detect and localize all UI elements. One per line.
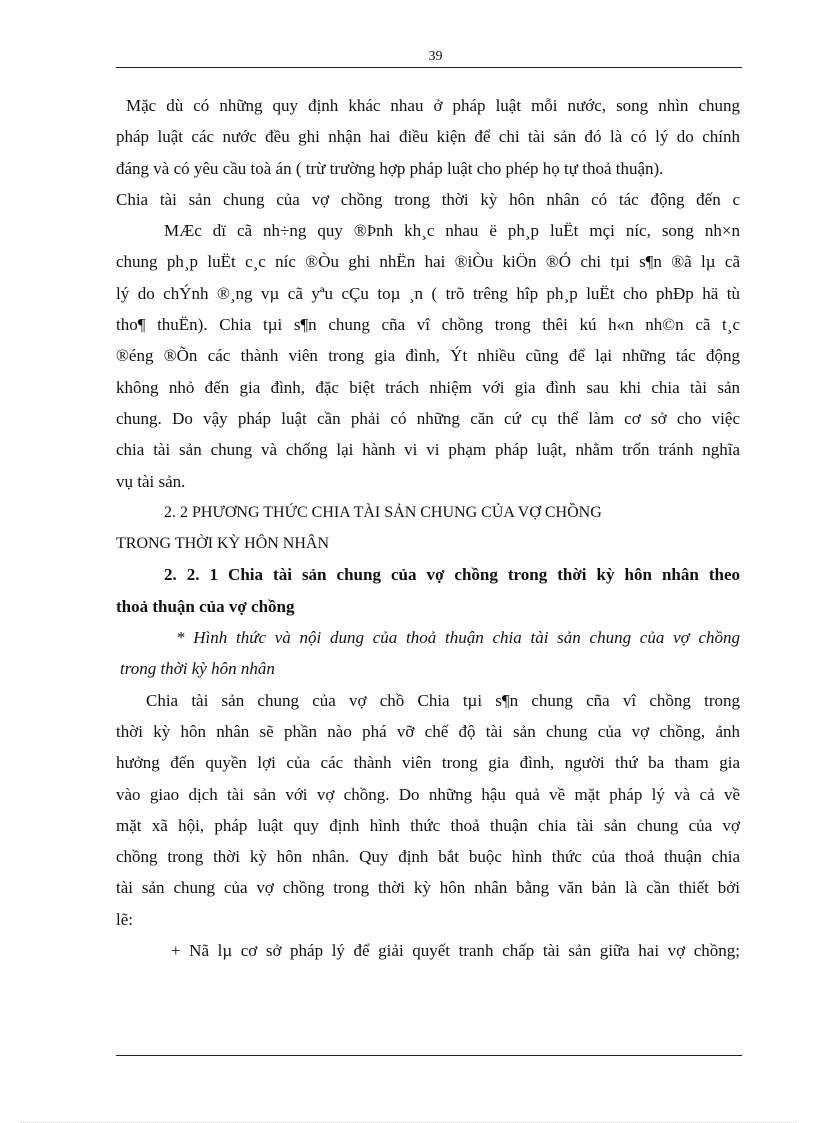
text-line: vụ tài sản. (116, 471, 186, 491)
text-line: 2. 2. 1 Chia tài sản chung của vợ chồng trong thời kỳ hôn nhân theo (164, 565, 740, 585)
header-rule (116, 67, 742, 68)
text-line: tho¶ thuËn). Chia tµi s¶n chung cña vî chồng trong thêi kú h«n nh©n cã t¸c (116, 315, 740, 335)
text-line: không nhỏ đến gia đình, đặc biệt trách nhiệm với gia đình sau khi chia tài sản (116, 377, 740, 397)
text-line: lẽ: (116, 909, 133, 929)
text-line: * Hình thức và nội dung của thoả thuận chia tài sản chung của vợ chồng (176, 628, 740, 648)
text-line: Chia tài sản chung của vợ chồ Chia tµi s¶n chung cña vî chồng trong (146, 690, 740, 710)
text-line: thời kỳ hôn nhân sẽ phần nào phá vỡ chế độ tài sản chung của vợ chồng, ảnh (116, 721, 740, 741)
page-number: 39 (428, 49, 443, 64)
text-line: + Nã lµ cơ sở pháp lý để giải quyết tranh chấp tài sản giữa hai vợ chồng; (171, 941, 740, 961)
text-line: TRONG THỜI KỲ HÔN NHÂN (116, 535, 330, 553)
text-line: Chia tài sản chung của vợ chồng trong thời kỳ hôn nhân có tác động đến c (116, 189, 740, 209)
text-line: chung. Do vậy pháp luật cần phải có những căn cứ cụ thể làm cơ sở cho việc (116, 408, 740, 428)
text-line: chồng trong thời kỳ hôn nhân. Quy định bắt buộc hình thức của thoả thuận chia (116, 847, 740, 867)
text-line: tài sản chung của vợ chồng trong thời kỳ hôn nhân bằng văn bản là cần thiết bởi (116, 878, 740, 898)
document-body (116, 90, 740, 966)
text-line: Mặc dù có những quy định khác nhau ở pháp luật mỗi nước, song nhìn chung (126, 96, 740, 115)
text-line: pháp luật các nước đều ghi nhận hai điều kiện để chi tài sản đó là có lý do chính (116, 127, 740, 147)
text-line: chia tài sản chung và chống lại hành vi vi phạm pháp luật, nhằm trốn tránh nghĩa (116, 440, 740, 460)
text-line: trong thời kỳ hôn nhân (120, 659, 275, 679)
footer-rule (116, 1055, 742, 1056)
text-line: thoả thuận của vợ chồng (116, 596, 295, 616)
text-line: chung ph¸p luËt c¸c níc ®Òu ghi nhËn hai ®iÒu kiÖn ®Ó chi tµi s¶n ®ã lµ cã (116, 252, 740, 272)
text-line: 2. 2 PHƯƠNG THỨC CHIA TÀI SẢN CHUNG CỦA VỢ CHỒNG (164, 503, 602, 521)
text-line: lý do chÝnh ®¸ng vµ cã yªu cÇu toµ ¸n ( trõ trêng hîp ph¸p luËt cho phÐp hä tù (116, 283, 740, 303)
text-line: vào giao dịch tài sản với vợ chồng. Do những hậu quả về mặt pháp lý và cả về (116, 784, 740, 804)
text-line: mặt xã hội, pháp luật quy định hình thức thoả thuận chia tài sản chung của vợ (116, 815, 740, 835)
text-line: hưởng đến quyền lợi của các thành viên trong gia đình, người thứ ba tham gia (116, 753, 740, 773)
text-line: ®éng ®Õn các thành viên trong gia đình, Ýt nhiều cũng để lại những tác động (116, 346, 740, 366)
text-line: đáng và có yêu cầu toà án ( trừ trường hợp pháp luật cho phép họ tự thoả thuận). (116, 158, 664, 178)
text-line: MÆc dï cã nh÷ng quy ®Þnh kh¸c nhau ë ph¸p luËt mçi níc, song nh×n (164, 221, 740, 241)
